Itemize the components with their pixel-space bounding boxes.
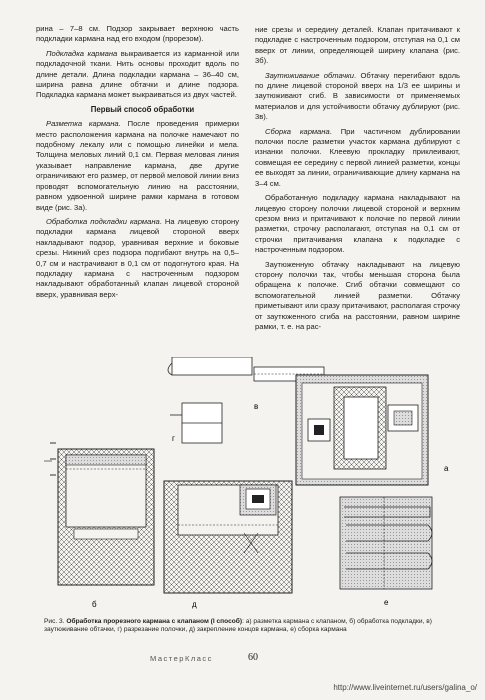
- paragraph: Заутюженную обтачку накладывают на лицевую сторону полочки так, чтобы меньшая сторона была обращена к полочке. Сгиб обтачки совмещают со вспомогательной линией разметки. Обтачку приметывают или сразу притачивают, располагая строчку от заутюженного сгиба на расстоянии, равном ширине рамки, т. е. на рас-: [255, 259, 460, 331]
- figure-label: г: [172, 434, 175, 443]
- paragraph: [255, 127, 460, 189]
- fig-d-ends: [164, 481, 292, 609]
- fig-g-cut: [170, 403, 222, 443]
- paragraph-body: . При частичном дублировании полочки после разметки участок кармана дублируют с изнанки полочки. Клеевую прокладку приклеивают, совмещая ее середину с первой линией разметки, концы ее выходят за линии, ограничивающие длину кармана на 3–4 см.: [255, 126, 460, 188]
- technical-drawing: [44, 357, 459, 615]
- page-footer: [150, 654, 350, 666]
- paragraph: Обработанную подкладку кармана накладывают на лицевую сторону полочки лицевой стороной и верхним срезом вниз и притачивают к полочке по первой линии разметки, строчку располагают, отступая на 0,1 см от строчки притачивания клапана к подкладке с настроченным подзором.: [255, 193, 460, 255]
- fig-e-assembly: [296, 375, 449, 607]
- paragraph-body: выкраивается из карманной или подкладочной ткани. Нить основы проходит вдоль по длине детали. Длина подкладки кармана – 36–40 см, ширина равна длине обтачки и длине подзора. Подкладка кармана может выкраиваться из двух частей.: [36, 48, 239, 100]
- paragraph: рина – 7–8 см. Подзор закрывает верхнюю часть подкладки кармана над его входом (прорезом).: [36, 24, 239, 44]
- watermark-url: http://www.liveinternet.ru/users/galina_o/: [333, 683, 477, 692]
- paragraph-lead: Обработка подкладки кармана: [46, 216, 160, 226]
- fig-a-marking: [44, 443, 56, 475]
- paragraph-lead: Разметка кармана: [46, 119, 119, 129]
- paragraph-body: . После проведения примерки место расположения кармана на полочке намечают по подобному лекалу или с помощью линейки и мела. Толщина меловых линий 0,1 см. Первая меловая линия указывает направление кармана, две другие ограничивают его размер, от первой меловой линии вниз проводят вспомогательную линию на расстоянии, равном удвоенной ширине рамки кармана в готовом виде (рис. 3а).: [36, 119, 239, 212]
- paragraph: [36, 49, 239, 101]
- right-text-column: [255, 25, 460, 336]
- caption-text: : а) разметка кармана с клапаном, б) обработка подкладки, в) заутюживание обтачки, г) разрезание полочки, д) закрепление концов кармана, е) сборка кармана: [44, 618, 432, 634]
- figure-label: а: [444, 464, 449, 473]
- section-title: Первый способ обработки: [90, 104, 195, 114]
- paragraph: ние срезы и середину деталей. Клапан притачивают к подкладке с настроченным подзором, отступая на 0,1 см вверх от линии, определяющей ширину клапана (рис. 3б).: [255, 25, 460, 66]
- figure-label: е: [384, 598, 389, 607]
- paragraph-lead: Сборка кармана: [265, 126, 330, 136]
- paragraph-lead: Заутюживание обтачки: [265, 70, 354, 80]
- figure-label: д: [192, 600, 197, 609]
- figure-label: б: [92, 600, 97, 609]
- pocket-construction-figure: [44, 357, 459, 615]
- magazine-name: МастерКласс: [150, 654, 213, 663]
- paragraph: [255, 71, 460, 123]
- paragraph: [36, 119, 239, 213]
- page-number: 60: [248, 652, 258, 663]
- figure-label: в: [254, 402, 259, 411]
- figure-caption: [44, 618, 454, 635]
- left-text-column: [36, 24, 239, 304]
- paragraph-body: . На лицевую сторону подкладки кармана лицевой стороной вверх накладывают подзор, уравнивая верхние и боковые срезы. Нижний срез подзора подгибают внутрь на 0,5–0,7 см и настрачивают в 0,1 см от подогнутого края. На подкладку кармана с настроченным подзором накладывают обработанный клапан лицевой стороной вверх, уравнивая верх-: [36, 216, 239, 299]
- paragraph: [36, 217, 239, 300]
- paragraph-body: . Обтачку перегибают вдоль по длине лицевой стороной вверх на 1/3 ее ширины и заутюживают сгиб. В зависимости от применяемых материалов и для устойчивости обтачку дублируют (рис. 3в).: [255, 70, 460, 122]
- caption-title: Обработка прорезного кармана с клапаном (I способ): [66, 618, 243, 625]
- fig-b-lining: [58, 449, 154, 609]
- caption-prefix: Рис. 3.: [44, 618, 65, 625]
- paragraph-lead: Подкладка кармана: [46, 48, 118, 58]
